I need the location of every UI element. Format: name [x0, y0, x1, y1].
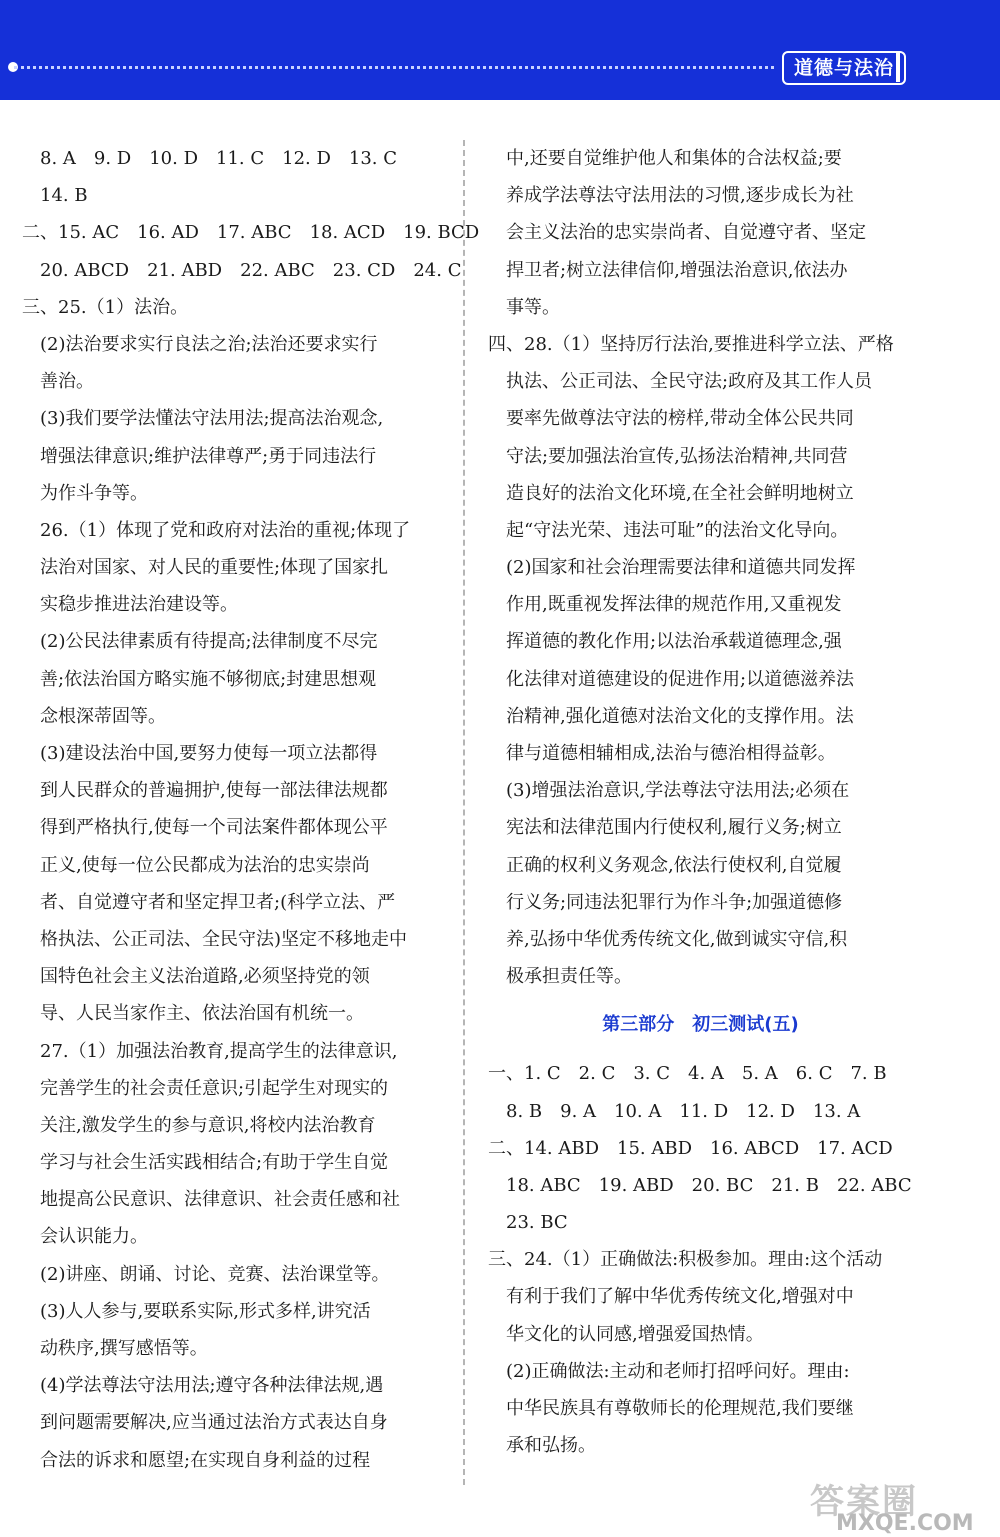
text-line: 行义务;同违法犯罪行为作斗争;加强道德修 — [488, 891, 843, 913]
text-line: 守法;要加强法治宣传,弘扬法治精神,共同营 — [488, 445, 848, 467]
text-line: (3)我们要学法懂法守法用法;提高法治观念, — [22, 408, 384, 430]
text-line: 国特色社会主义法治道路,必须坚持党的领 — [22, 966, 370, 988]
watermark-text: 答案圈 — [810, 1482, 918, 1522]
text-line: 三、24.（1）正确做法:积极参加。理由:这个活动 — [488, 1249, 883, 1271]
text-line: (3)人人参与,要联系实际,形式多样,讲究活 — [22, 1300, 371, 1322]
text-line: 二、14. ABD 15. ABD 16. ABCD 17. ACD — [488, 1137, 893, 1159]
watermark-logo — [800, 1482, 995, 1536]
text-line: 导、人民当家作主、依法治国有机统一。 — [22, 1003, 364, 1025]
text-line: 作用,既重视发挥法律的规范作用,又重视发 — [488, 594, 842, 616]
text-line: 承和弘扬。 — [488, 1435, 596, 1457]
text-line: 14. B — [22, 185, 88, 207]
text-line: 增强法律意识;维护法律尊严;勇于同违法行 — [22, 445, 377, 467]
column-divider — [463, 140, 465, 1485]
text-line: 学习与社会生活实践相结合;有助于学生自觉 — [22, 1152, 389, 1174]
text-line: 到问题需要解决,应当通过法治方式表达自身 — [22, 1412, 388, 1434]
text-line: 起“守法光荣、违法可耻”的法治文化导向。 — [488, 519, 849, 541]
text-line: 会主义法治的忠实崇尚者、自觉遵守者、坚定 — [488, 222, 866, 244]
text-line: 正义,使每一位公民都成为法治的忠实崇尚 — [22, 854, 370, 876]
text-line: 一、1. C 2. C 3. C 4. A 5. A 6. C 7. B — [488, 1063, 887, 1085]
text-line: 18. ABC 19. ABD 20. BC 21. B 22. ABC — [488, 1174, 912, 1196]
subject-badge: 道德与法治 — [782, 51, 906, 85]
text-line: 挥道德的教化作用;以法治承载道德理念,强 — [488, 631, 842, 653]
page-header — [0, 0, 1000, 100]
text-line: 养成学法尊法守法用法的习惯,逐步成长为社 — [488, 185, 854, 207]
text-line: 20. ABCD 21. ABD 22. ABC 23. CD 24. C — [22, 259, 462, 281]
text-line: 事等。 — [488, 296, 560, 318]
text-line: (2)正确做法:主动和老师打招呼问好。理由: — [488, 1360, 850, 1382]
text-line: (2)法治要求实行良法之治;法治还要求实行 — [22, 333, 378, 355]
text-line: 华文化的认同感,增强爱国热情。 — [488, 1323, 764, 1345]
text-line: 律与道德相辅相成,法治与德治相得益彰。 — [488, 743, 836, 764]
text-line: 实稳步推进法治建设等。 — [22, 594, 238, 616]
text-line: 23. BC — [488, 1212, 568, 1234]
text-line: 善;依法治国方略实施不够彻底;封建思想观 — [22, 668, 377, 690]
text-line: 四、28.（1）坚持厉行法治,要推进科学立法、严格 — [488, 333, 894, 355]
text-line: (2)公民法律素质有待提高;法律制度不尽完 — [22, 631, 378, 653]
text-line: (3)增强法治意识,学法尊法守法用法;必须在 — [488, 780, 850, 802]
header-dotted-rule — [14, 66, 774, 69]
text-line: 中华民族具有尊敬师长的伦理规范,我们要继 — [488, 1398, 854, 1419]
text-line: 治精神,强化道德对法治文化的支撑作用。法 — [488, 705, 854, 727]
text-line: 27.（1）加强法治教育,提高学生的法律意识, — [22, 1040, 398, 1062]
watermark-url: MXQE.COM — [836, 1511, 974, 1536]
text-line: 合法的诉求和愿望;在实现自身利益的过程 — [22, 1449, 371, 1471]
text-line: 极承担责任等。 — [488, 966, 632, 988]
text-line: (2)讲座、朗诵、讨论、竞赛、法治课堂等。 — [22, 1263, 390, 1285]
text-line: 到人民群众的普遍拥护,使每一部法律法规都 — [22, 780, 388, 802]
text-line: 关注,激发学生的参与意识,将校内法治教育 — [22, 1114, 376, 1136]
text-line: 化法律对道德建设的促进作用;以道德滋养法 — [488, 668, 855, 690]
text-line: (2)国家和社会治理需要法律和道德共同发挥 — [488, 557, 856, 579]
text-line: 为作斗争等。 — [22, 482, 148, 504]
text-line: 26.（1）体现了党和政府对法治的重视;体现了 — [22, 519, 411, 541]
text-line: (4)学法尊法守法用法;遵守各种法律法规,遇 — [22, 1375, 384, 1397]
text-line: 8. B 9. A 10. A 11. D 12. D 13. A — [488, 1100, 861, 1122]
section-title: 第三部分 初三测试(五) — [602, 1014, 799, 1036]
text-line: (3)建设法治中国,要努力使每一项立法都得 — [22, 743, 378, 764]
text-line: 宪法和法律范围内行使权利,履行义务;树立 — [488, 817, 842, 839]
text-line: 造良好的法治文化环境,在全社会鲜明地树立 — [488, 482, 854, 504]
text-line: 执法、公正司法、全民守法;政府及其工作人员 — [488, 371, 873, 393]
text-line: 中,还要自觉维护他人和集体的合法权益;要 — [488, 148, 842, 169]
text-line: 念根深蒂固等。 — [22, 705, 166, 727]
text-line: 8. A 9. D 10. D 11. C 12. D 13. C — [22, 148, 398, 169]
text-line: 格执法、公正司法、全民守法)坚定不移地走中 — [22, 928, 408, 950]
text-line: 二、15. AC 16. AD 17. ABC 18. ACD 19. BCD — [22, 222, 480, 244]
text-line: 会认识能力。 — [22, 1226, 148, 1248]
text-line: 三、25.（1）法治。 — [22, 296, 189, 318]
text-line: 完善学生的社会责任意识;引起学生对现实的 — [22, 1077, 389, 1099]
text-line: 者、自觉遵守者和坚定捍卫者;(科学立法、严 — [22, 891, 396, 913]
text-line: 有利于我们了解中华优秀传统文化,增强对中 — [488, 1286, 854, 1308]
text-line: 善治。 — [22, 371, 94, 393]
text-line: 养,弘扬中华优秀传统文化,做到诚实守信,积 — [488, 928, 848, 950]
text-line: 动秩序,撰写感悟等。 — [22, 1338, 208, 1359]
text-line: 地提高公民意识、法律意识、社会责任感和社 — [22, 1189, 400, 1211]
text-line: 要率先做尊法守法的榜样,带动全体公民共同 — [488, 408, 854, 430]
text-line: 得到严格执行,使每一个司法案件都体现公平 — [22, 817, 388, 839]
text-line: 法治对国家、对人民的重要性;体现了国家扎 — [22, 557, 389, 579]
text-line: 捍卫者;树立法律信仰,增强法治意识,依法办 — [488, 259, 848, 281]
right-column — [488, 140, 913, 1464]
header-bar — [896, 52, 900, 82]
right-column-part-a — [488, 140, 913, 995]
text-line: 正确的权利义务观念,依法行使权利,自觉履 — [488, 854, 842, 876]
right-column-part-b — [488, 1055, 913, 1464]
left-column — [22, 140, 480, 1479]
